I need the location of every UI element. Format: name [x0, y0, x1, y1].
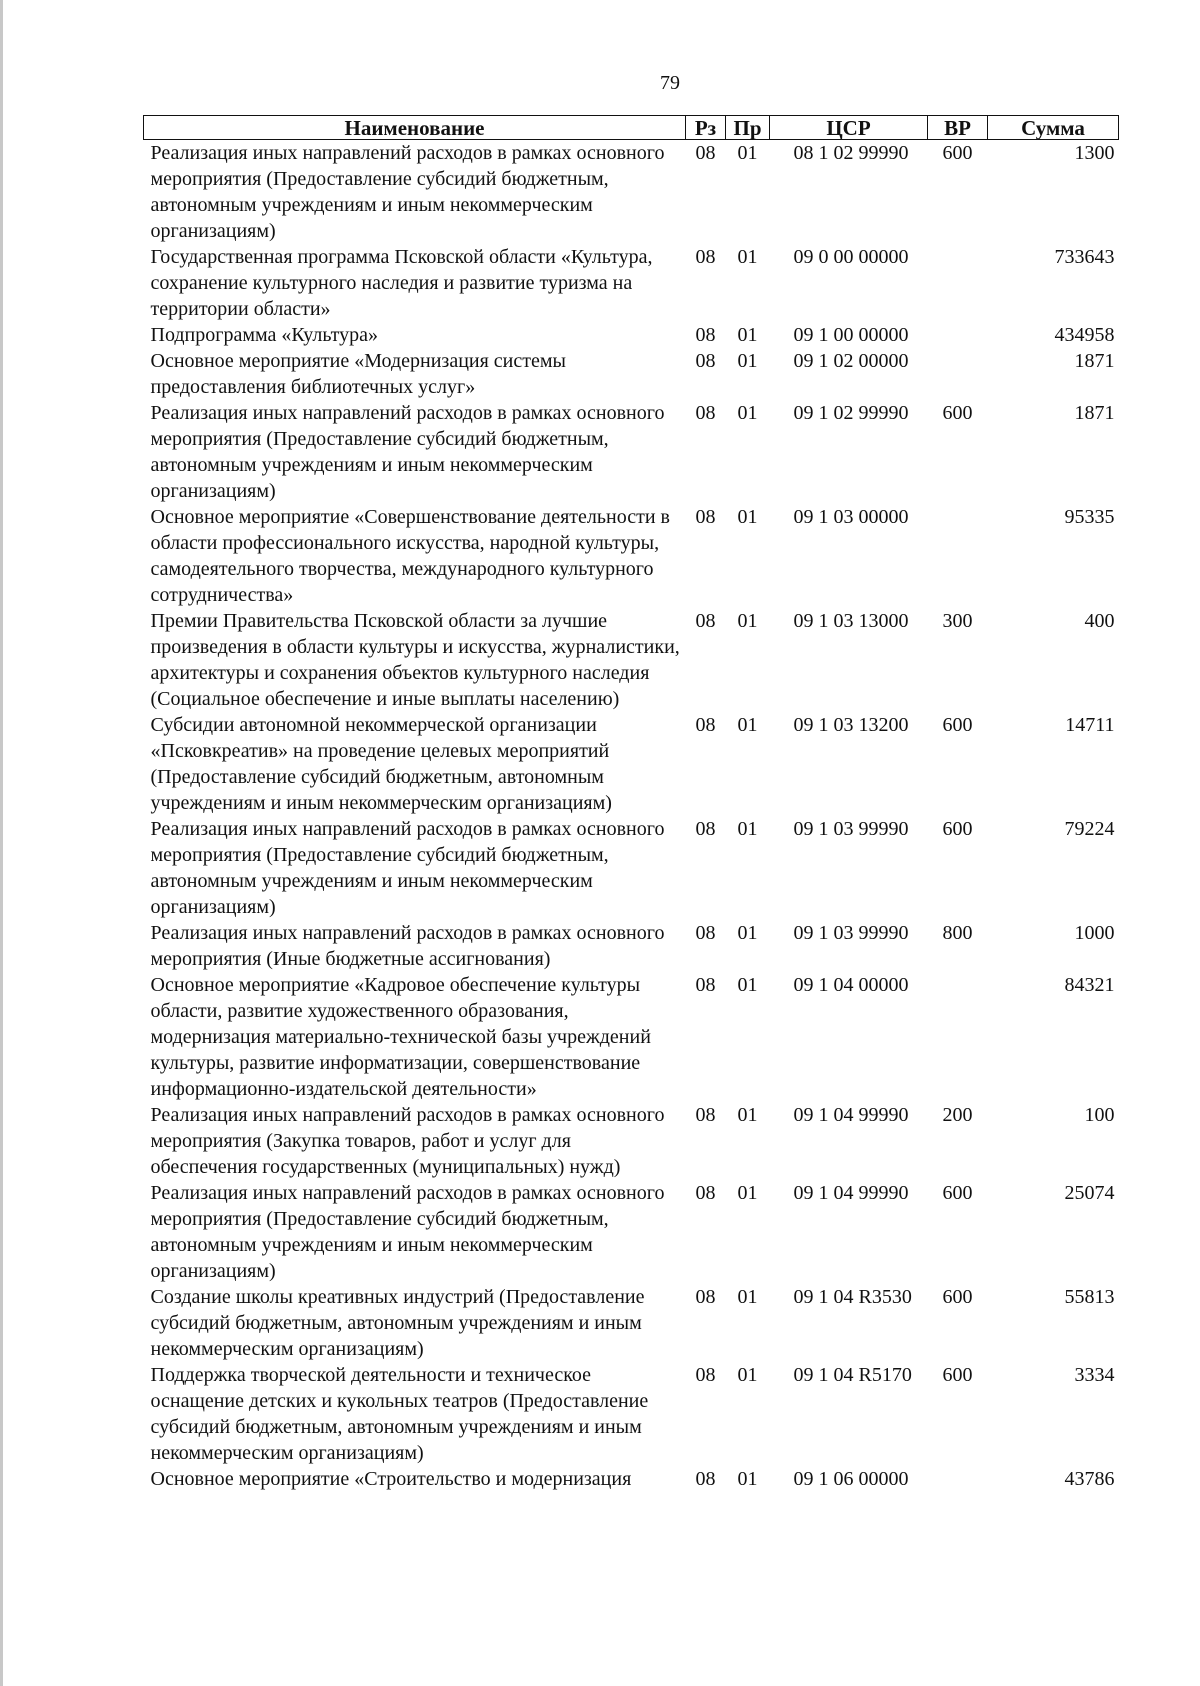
cell-rz: 08 [695, 246, 716, 268]
cell-pr: 01 [737, 714, 758, 736]
cell-csr: 09 1 03 99990 [793, 818, 909, 840]
cell-rz: 08 [695, 142, 716, 164]
cell-vr: 200 [942, 1104, 973, 1126]
table-row [144, 140, 1119, 245]
cell-csr: 09 1 02 00000 [793, 350, 909, 372]
cell-pr: 01 [737, 1182, 758, 1204]
cell-sum: 1300 [1074, 142, 1115, 164]
cell-name: Реализация иных направлений расходов в рамках основного мероприятия (Предоставление субсидий бюджетным, автономным учреждениям и иным некоммерческим организациям) [150, 1182, 665, 1282]
cell-sum: 1000 [1074, 922, 1115, 944]
cell-sum: 733643 [1054, 246, 1115, 268]
cell-sum: 84321 [1064, 974, 1115, 996]
cell-csr: 09 1 03 13200 [793, 714, 909, 736]
cell-vr: 600 [942, 1286, 973, 1308]
table-row [144, 1284, 1119, 1362]
cell-pr: 01 [737, 974, 758, 996]
cell-rz: 08 [695, 1182, 716, 1204]
header-rz: Рз [686, 116, 726, 140]
cell-pr: 01 [737, 922, 758, 944]
cell-pr: 01 [737, 610, 758, 632]
cell-sum: 55813 [1064, 1286, 1115, 1308]
cell-pr: 01 [737, 402, 758, 424]
cell-vr: 300 [942, 610, 973, 632]
cell-csr: 09 1 04 R3530 [793, 1286, 912, 1308]
cell-sum: 95335 [1064, 506, 1115, 528]
cell-sum: 1871 [1074, 402, 1115, 424]
table-row [144, 400, 1119, 504]
cell-rz: 08 [695, 350, 716, 372]
table-row [144, 1102, 1119, 1180]
header-vr: ВР [928, 116, 988, 140]
page-number: 79 [660, 72, 680, 94]
cell-sum: 3334 [1074, 1364, 1115, 1386]
cell-rz: 08 [695, 1104, 716, 1126]
cell-pr: 01 [737, 1468, 758, 1490]
cell-sum: 14711 [1065, 714, 1115, 736]
cell-csr: 09 1 04 R5170 [793, 1364, 912, 1386]
cell-csr: 09 1 04 99990 [793, 1104, 909, 1126]
cell-name: Субсидии автономной некоммерческой организации «Псковкреатив» на проведение целевых мероприятий (Предоставление субсидий бюджетным, автономным учреждениям и иным некоммерческим организациям) [150, 714, 612, 814]
cell-sum: 100 [1084, 1104, 1115, 1126]
cell-rz: 08 [695, 402, 716, 424]
cell-name: Поддержка творческой деятельности и техническое оснащение детских и кукольных театров (Предоставление субсидий бюджетным, автономным учреждениям и иным некоммерческим организациям) [150, 1364, 649, 1464]
table-row [144, 608, 1119, 712]
cell-sum: 1871 [1074, 350, 1115, 372]
cell-pr: 01 [737, 1364, 758, 1386]
table-row [144, 816, 1119, 920]
cell-pr: 01 [737, 818, 758, 840]
cell-sum: 79224 [1064, 818, 1115, 840]
cell-csr: 09 1 04 99990 [793, 1182, 909, 1204]
table-header [144, 116, 1119, 140]
table-row [144, 712, 1119, 816]
cell-name: Государственная программа Псковской области «Культура, сохранение культурного наследия и развитие туризма на территории области» [150, 246, 653, 320]
cell-sum: 43786 [1064, 1468, 1115, 1490]
budget-table [143, 115, 1119, 1492]
header-sum: Сумма [988, 116, 1119, 140]
cell-csr: 09 1 03 00000 [793, 506, 909, 528]
cell-vr: 600 [942, 1182, 973, 1204]
cell-csr: 09 1 06 00000 [793, 1468, 909, 1490]
cell-rz: 08 [695, 506, 716, 528]
cell-sum: 400 [1084, 610, 1115, 632]
cell-rz: 08 [695, 714, 716, 736]
table-row [144, 244, 1119, 322]
table-row [144, 972, 1119, 1102]
cell-rz: 08 [695, 1468, 716, 1490]
cell-csr: 09 1 02 99990 [793, 402, 909, 424]
cell-name: Основное мероприятие «Модернизация системы предоставления библиотечных услуг» [150, 350, 566, 398]
table-row [144, 1466, 1119, 1492]
cell-pr: 01 [737, 1104, 758, 1126]
cell-name: Основное мероприятие «Строительство и модернизация [150, 1468, 632, 1490]
cell-name: Реализация иных направлений расходов в рамках основного мероприятия (Закупка товаров, работ и услуг для обеспечения государственных (муниципальных) нужд) [150, 1104, 665, 1178]
cell-csr: 09 1 03 13000 [793, 610, 909, 632]
cell-vr: 600 [942, 402, 973, 424]
cell-csr: 09 1 03 99990 [793, 922, 909, 944]
cell-vr: 600 [942, 818, 973, 840]
cell-vr [928, 1466, 988, 1492]
cell-vr: 800 [942, 922, 973, 944]
cell-rz: 08 [695, 922, 716, 944]
cell-rz: 08 [695, 610, 716, 632]
table-row [144, 1362, 1119, 1466]
budget-document [143, 115, 1118, 1492]
cell-name: Премии Правительства Псковской области за лучшие произведения в области культуры и искусства, журналистики, архитектуры и сохранения объектов культурного наследия (Социальное обеспечение и иные выплаты населению) [150, 610, 680, 710]
cell-pr: 01 [737, 142, 758, 164]
cell-vr: 600 [942, 1364, 973, 1386]
cell-vr [928, 322, 988, 348]
cell-pr: 01 [737, 350, 758, 372]
table-row [144, 348, 1119, 400]
cell-pr: 01 [737, 324, 758, 346]
cell-vr: 600 [942, 142, 973, 164]
header-pr: Пр [726, 116, 770, 140]
cell-name: Реализация иных направлений расходов в рамках основного мероприятия (Предоставление субсидий бюджетным, автономным учреждениям и иным некоммерческим организациям) [150, 402, 665, 502]
table-row [144, 1180, 1119, 1284]
cell-vr [928, 504, 988, 608]
cell-name: Создание школы креативных индустрий (Предоставление субсидий бюджетным, автономным учреждениям и иным некоммерческим организациям) [150, 1286, 645, 1360]
table-body [144, 140, 1119, 1493]
table-row [144, 322, 1119, 348]
scan-edge [0, 0, 3, 1686]
cell-rz: 08 [695, 1364, 716, 1386]
table-row [144, 504, 1119, 608]
cell-csr: 08 1 02 99990 [793, 142, 909, 164]
cell-rz: 08 [695, 974, 716, 996]
header-csr: ЦСР [770, 116, 928, 140]
cell-pr: 01 [737, 246, 758, 268]
table-row [144, 920, 1119, 972]
cell-rz: 08 [695, 1286, 716, 1308]
cell-vr: 600 [942, 714, 973, 736]
cell-sum: 434958 [1054, 324, 1115, 346]
cell-csr: 09 1 00 00000 [793, 324, 909, 346]
cell-vr [928, 348, 988, 400]
cell-sum: 25074 [1064, 1182, 1115, 1204]
cell-pr: 01 [737, 1286, 758, 1308]
header-name: Наименование [144, 116, 686, 140]
cell-csr: 09 1 04 00000 [793, 974, 909, 996]
cell-vr [928, 244, 988, 322]
cell-csr: 09 0 00 00000 [793, 246, 909, 268]
cell-name: Подпрограмма «Культура» [150, 324, 379, 346]
cell-name: Основное мероприятие «Кадровое обеспечение культуры области, развитие художественного образования, модернизация материально-технической базы учреждений культуры, развитие информатизации, совершенствование информационно-издательской деятельности» [150, 974, 651, 1100]
cell-rz: 08 [695, 818, 716, 840]
cell-name: Реализация иных направлений расходов в рамках основного мероприятия (Иные бюджетные ассигнования) [150, 922, 665, 970]
cell-name: Реализация иных направлений расходов в рамках основного мероприятия (Предоставление субсидий бюджетным, автономным учреждениям и иным некоммерческим организациям) [150, 142, 665, 242]
cell-rz: 08 [695, 324, 716, 346]
cell-vr [928, 972, 988, 1102]
cell-pr: 01 [737, 506, 758, 528]
cell-name: Основное мероприятие «Совершенствование деятельности в области профессионального искусства, народной культуры, самодеятельного творчества, международного культурного сотрудничества» [150, 506, 670, 606]
cell-name: Реализация иных направлений расходов в рамках основного мероприятия (Предоставление субсидий бюджетным, автономным учреждениям и иным некоммерческим организациям) [150, 818, 665, 918]
